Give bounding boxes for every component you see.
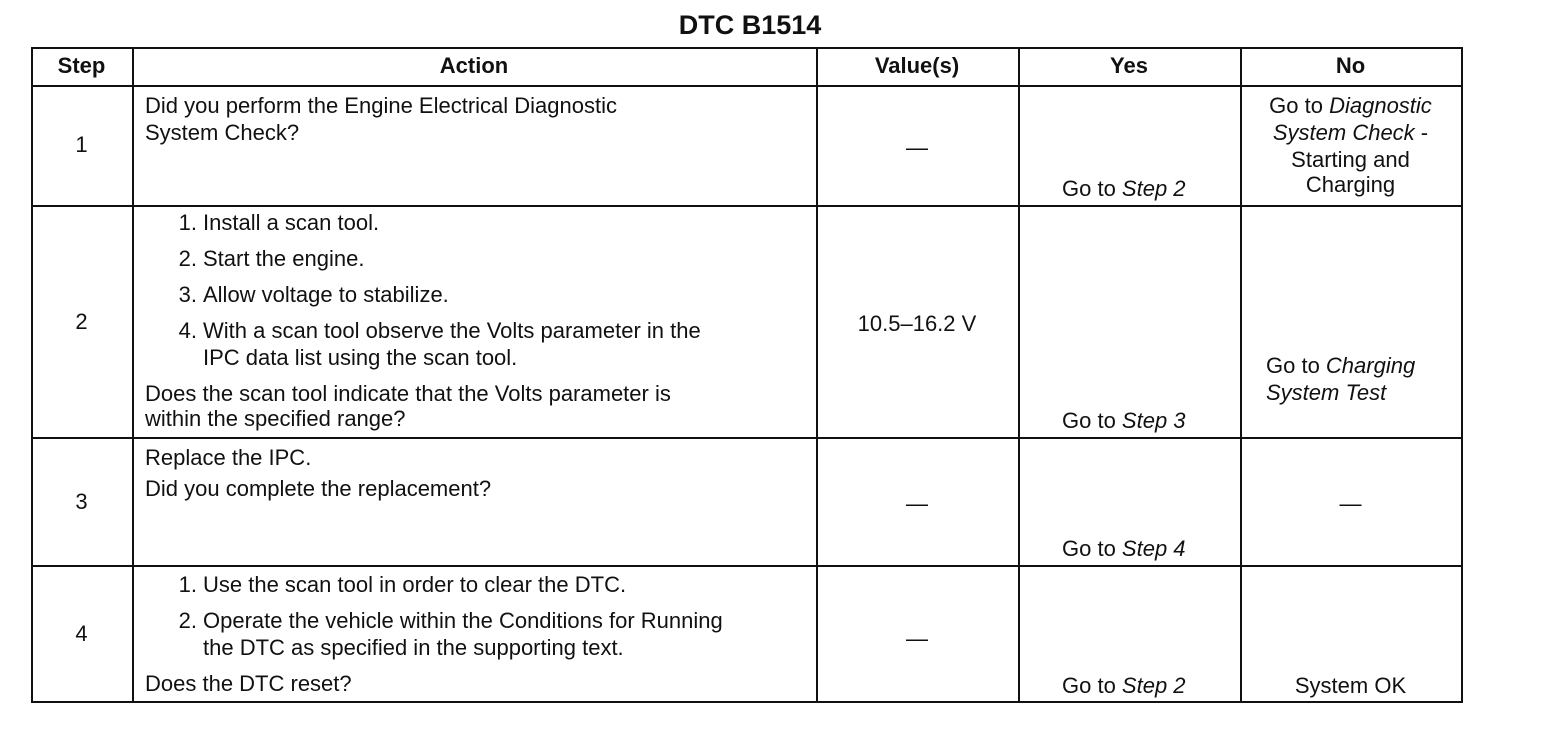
yes-prefix: Go to: [1062, 673, 1122, 698]
question-line: Does the scan tool indicate that the Volts parameter is: [145, 381, 671, 406]
row-divider-1: [31, 205, 1463, 207]
no-line: [1240, 92, 1461, 119]
list-text: Use the scan tool in order to clear the DTC.: [203, 572, 627, 597]
header-step: Step: [57, 53, 106, 78]
list-text: Allow voltage to stabilize.: [203, 282, 449, 307]
list-item: [161, 281, 449, 308]
no-cell: [1266, 352, 1415, 406]
header-yes: Yes: [1110, 53, 1148, 78]
no-cell: [1240, 92, 1461, 198]
no-cell: System OK: [1294, 673, 1407, 698]
list-number: 1.: [178, 572, 197, 597]
list-text-line: the DTC as specified in the supporting text.: [203, 635, 624, 660]
list-item: [161, 571, 626, 598]
table-border-right: [1461, 47, 1463, 703]
row-divider-3: [31, 565, 1463, 567]
list-number: 3.: [178, 282, 197, 307]
step-number: 1: [75, 132, 88, 157]
list-item: [161, 607, 723, 661]
yes-cell: [1062, 672, 1186, 699]
step-number: 4: [75, 621, 88, 646]
action-text-line: Replace the IPC.: [145, 445, 312, 470]
no-line: [1266, 379, 1415, 406]
header-action: Action: [439, 53, 509, 78]
no-suffix: -: [1414, 120, 1429, 145]
value-cell: —: [906, 135, 928, 160]
list-text: [203, 317, 701, 371]
list-number: 2.: [178, 608, 197, 633]
yes-step-link[interactable]: Step 3: [1121, 408, 1186, 433]
value-cell: 10.5–16.2 V: [857, 311, 977, 336]
no-line: [1266, 352, 1415, 379]
list-item: [161, 317, 701, 371]
list-number: 2.: [178, 246, 197, 271]
question-line: within the specified range?: [145, 406, 406, 431]
col-divider-step: [132, 47, 134, 703]
yes-cell: [1062, 175, 1186, 202]
header-no: No: [1335, 53, 1366, 78]
no-link[interactable]: Diagnostic: [1329, 93, 1432, 118]
step-number: 2: [75, 309, 88, 334]
list-text: [203, 607, 723, 661]
list-item: [161, 245, 364, 272]
yes-prefix: Go to: [1062, 176, 1122, 201]
no-line: [1240, 119, 1461, 146]
list-item: [161, 209, 379, 236]
yes-step-link[interactable]: Step 2: [1121, 673, 1186, 698]
col-divider-values: [1018, 47, 1020, 703]
page-title: DTC B1514: [678, 10, 822, 40]
action-text-line: System Check?: [145, 120, 300, 145]
value-cell: —: [906, 491, 928, 516]
no-line: Charging: [1305, 172, 1396, 197]
value-cell: —: [906, 626, 928, 651]
list-text-line: With a scan tool observe the Volts parameter in the: [203, 318, 701, 343]
action-text-line: Did you perform the Engine Electrical Diagnostic: [145, 93, 618, 118]
no-line: Starting and: [1291, 147, 1410, 172]
no-prefix: Go to: [1269, 93, 1330, 118]
no-link[interactable]: System Check: [1272, 120, 1415, 145]
step-number: 3: [75, 489, 88, 514]
action-text-line: Did you complete the replacement?: [145, 476, 492, 501]
header-values: Value(s): [874, 53, 960, 78]
table-border-bottom: [31, 701, 1463, 703]
list-text: Install a scan tool.: [203, 210, 380, 235]
row-divider-2: [31, 437, 1463, 439]
list-text: Start the engine.: [203, 246, 365, 271]
list-number: 1.: [178, 210, 197, 235]
yes-cell: [1062, 407, 1186, 434]
header-divider: [31, 85, 1463, 87]
yes-cell: [1062, 535, 1186, 562]
list-text-line: IPC data list using the scan tool.: [203, 345, 518, 370]
no-cell: —: [1339, 491, 1362, 516]
question-line: Does the DTC reset?: [145, 671, 352, 696]
yes-step-link[interactable]: Step 2: [1121, 176, 1186, 201]
list-text-line: Operate the vehicle within the Conditions for Running: [203, 608, 723, 633]
no-prefix: Go to: [1266, 353, 1326, 378]
yes-step-link[interactable]: Step 4: [1121, 536, 1186, 561]
yes-prefix: Go to: [1062, 408, 1122, 433]
no-link[interactable]: Charging: [1325, 353, 1416, 378]
list-number: 4.: [178, 318, 197, 343]
yes-prefix: Go to: [1062, 536, 1122, 561]
no-link[interactable]: System Test: [1266, 380, 1387, 405]
